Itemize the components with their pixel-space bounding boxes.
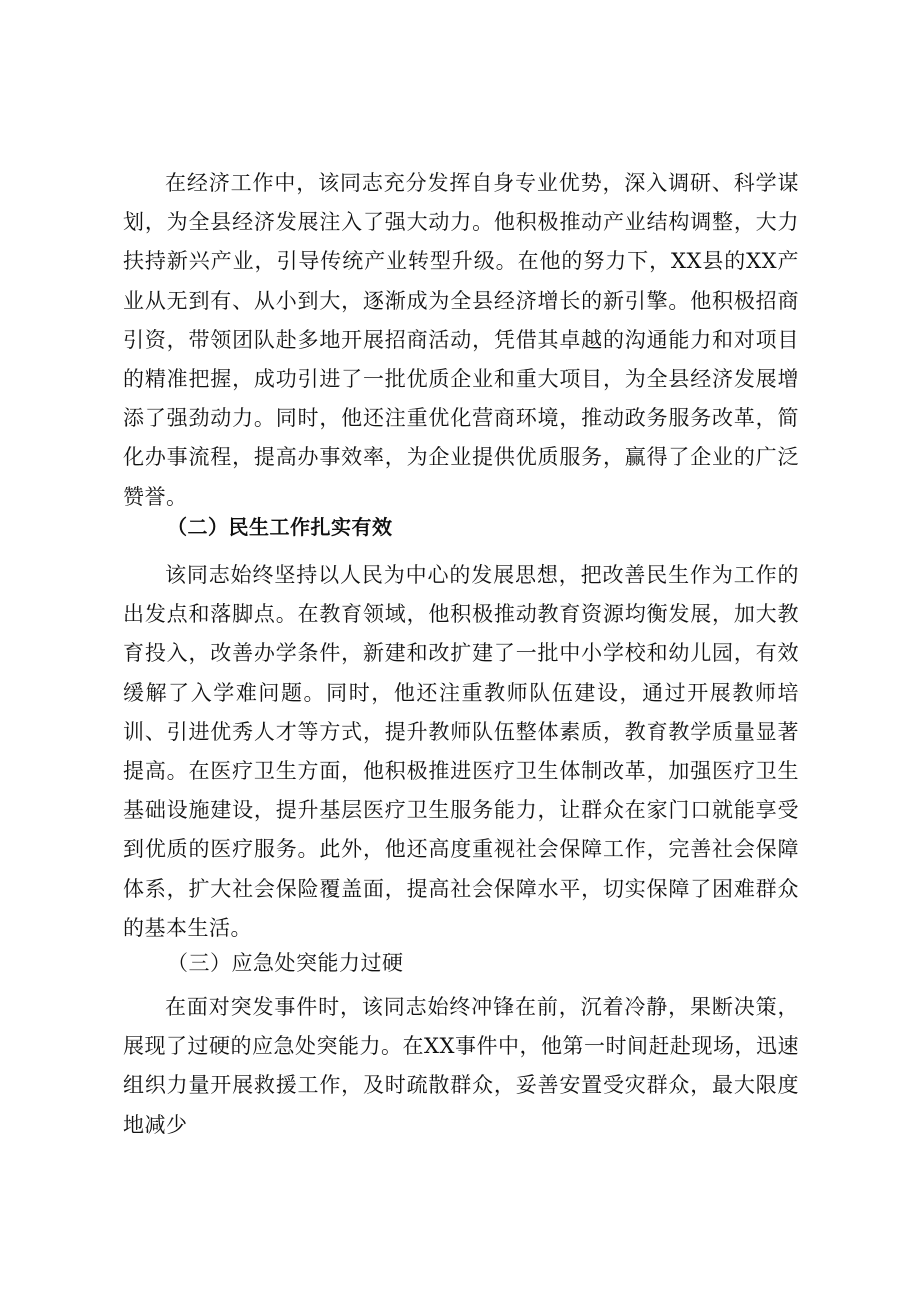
emergency-heading-block xyxy=(167,944,787,983)
emergency-section xyxy=(123,988,799,1145)
economy-section xyxy=(123,164,799,517)
emergency-heading: （三）应急处突能力过硬 xyxy=(167,951,404,975)
livelihood-heading-block xyxy=(167,508,787,547)
emergency-paragraph: 在面对突发事件时，该同志始终冲锋在前，沉着冷静，果断决策，展现了过硬的应急处突能力。在XX事件中，他第一时间赶赴现场，迅速组织力量开展救援工作，及时疏散群众，妥善安置受灾群众，最大限度地减少 xyxy=(123,995,799,1137)
livelihood-paragraph: 该同志始终坚持以人民为中心的发展思想，把改善民生作为工作的出发点和落脚点。在教育领域，他积极推动教育资源均衡发展，加大教育投入，改善办学条件，新建和改扩建了一批中小学校和幼儿园，有效缓解了入学难问题。同时，他还注重教师队伍建设，通过开展教师培训、引进优秀人才等方式，提升教师队伍整体素质，教育教学质量显著提高。在医疗卫生方面，他积极推进医疗卫生体制改革，加强医疗卫生基础设施建设，提升基层医疗卫生服务能力，让群众在家门口就能享受到优质的医疗服务。此外，他还高度重视社会保障工作，完善社会保障体系，扩大社会保险覆盖面，提高社会保障水平，切实保障了困难群众的基本生活。 xyxy=(123,563,799,940)
livelihood-heading: （二）民生工作扎实有效 xyxy=(167,515,393,539)
economy-paragraph: 在经济工作中，该同志充分发挥自身专业优势，深入调研、科学谋划，为全县经济发展注入了强大动力。他积极推动产业结构调整，大力扶持新兴产业，引导传统产业转型升级。在他的努力下，XX县的XX产业从无到有、从小到大，逐渐成为全县经济增长的新引擎。他积极招商引资，带领团队赴多地开展招商活动，凭借其卓越的沟通能力和对项目的精准把握，成功引进了一批优质企业和重大项目，为全县经济发展增添了强劲动力。同时，他还注重优化营商环境，推动政务服务改革，简化办事流程，提高办事效率，为企业提供优质服务，赢得了企业的广泛赞誉。 xyxy=(123,171,799,509)
livelihood-section xyxy=(123,556,799,948)
